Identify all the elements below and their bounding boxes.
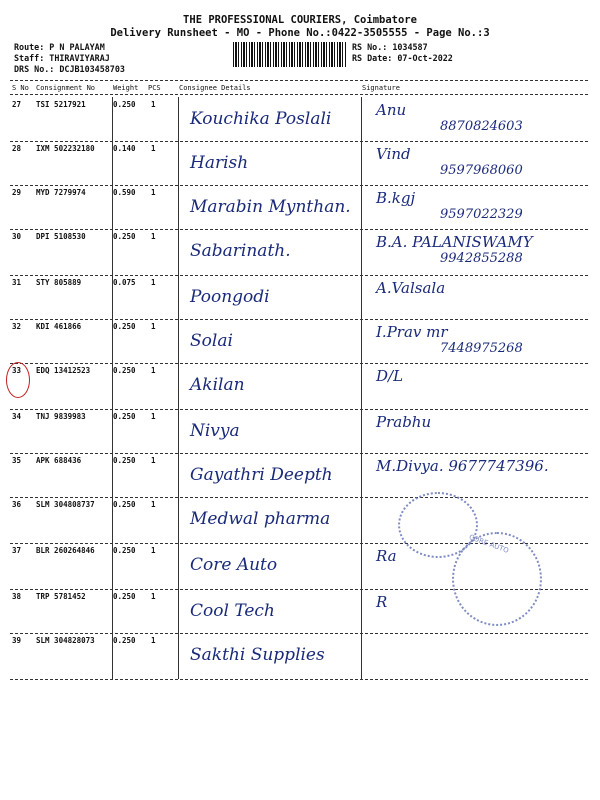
weight-divider	[112, 543, 113, 589]
consignment-number: APK 688436	[36, 456, 82, 465]
consignee-handwriting: Medwal pharma	[190, 509, 331, 529]
consignee-handwriting: Sakthi Supplies	[190, 645, 325, 665]
phone-handwriting: 8870824603	[440, 119, 523, 134]
signature-handwriting: A.Valsala	[376, 279, 446, 297]
signature-divider	[361, 453, 362, 497]
route-label: Route: P N PALAYAM	[14, 42, 105, 52]
weight-divider	[112, 363, 113, 409]
consignee-handwriting: Gayathri Deepth	[190, 465, 333, 485]
consignee-handwriting: Akilan	[190, 375, 245, 395]
consignee-handwriting: Poongodi	[190, 287, 270, 307]
signature-divider	[361, 185, 362, 229]
consignee-handwriting: Core Auto	[190, 555, 278, 575]
signature-handwriting: Prabhu	[376, 413, 432, 431]
weight-divider	[112, 409, 113, 453]
signature-divider	[361, 543, 362, 589]
serial-number: 39	[12, 636, 22, 645]
serial-number: 29	[12, 188, 22, 197]
pcs-value: 1	[151, 456, 156, 465]
signature-handwriting: B.kgj	[376, 189, 416, 207]
row-rule	[10, 319, 588, 320]
weight-divider	[112, 229, 113, 275]
consignee-handwriting: Nivya	[190, 421, 240, 441]
pcs-value: 1	[151, 412, 156, 421]
signature-divider	[361, 589, 362, 633]
row-rule	[10, 409, 588, 410]
signature-divider	[361, 229, 362, 275]
runsheet-subtitle: Delivery Runsheet - MO - Phone No.:0422-3505555 - Page No.:3	[110, 27, 490, 39]
consignee-divider	[178, 275, 179, 319]
pcs-value: 1	[151, 144, 156, 153]
barcode	[233, 42, 346, 67]
serial-number: 30	[12, 232, 22, 241]
row-rule	[10, 275, 588, 276]
serial-number: 35	[12, 456, 22, 465]
consignee-divider	[178, 97, 179, 141]
header-top-rule	[10, 80, 588, 81]
pcs-value: 1	[151, 278, 156, 287]
pcs-value: 1	[151, 232, 156, 241]
signature-divider	[361, 409, 362, 453]
consignee-divider	[178, 589, 179, 633]
serial-number: 38	[12, 592, 22, 601]
col-consignee: Consignee Details	[179, 84, 251, 92]
weight-value: 0.250	[113, 100, 136, 109]
weight-divider	[112, 97, 113, 141]
weight-value: 0.250	[113, 546, 136, 555]
consignee-divider	[178, 363, 179, 409]
signature-handwriting: B.A. PALANISWAMY	[376, 233, 533, 251]
weight-divider	[112, 319, 113, 363]
pcs-value: 1	[151, 546, 156, 555]
weight-value: 0.250	[113, 232, 136, 241]
row-rule	[10, 679, 588, 680]
consignment-number: IXM 502232180	[36, 144, 95, 153]
pcs-value: 1	[151, 636, 156, 645]
signature-divider	[361, 319, 362, 363]
row-rule	[10, 363, 588, 364]
serial-number: 36	[12, 500, 22, 509]
pcs-value: 1	[151, 592, 156, 601]
consignee-divider	[178, 319, 179, 363]
weight-value: 0.250	[113, 500, 136, 509]
serial-number: 27	[12, 100, 22, 109]
stamp-text: CORE AUTO	[467, 533, 510, 555]
signature-divider	[361, 633, 362, 679]
header-bottom-rule	[10, 94, 588, 95]
consignment-number: KDI 461866	[36, 322, 82, 331]
signature-handwriting: R	[376, 593, 388, 611]
weight-value: 0.250	[113, 366, 136, 375]
drs-number: DRS No.: DCJB103458703	[14, 64, 125, 74]
signature-handwriting: Anu	[376, 101, 407, 119]
consignee-divider	[178, 141, 179, 185]
weight-value: 0.250	[113, 636, 136, 645]
weight-divider	[112, 589, 113, 633]
serial-number: 32	[12, 322, 22, 331]
rs-number: RS No.: 1034587	[352, 42, 428, 52]
serial-number: 34	[12, 412, 22, 421]
consignee-handwriting: Cool Tech	[190, 601, 275, 621]
staff-label: Staff: THIRAVIYARAJ	[14, 53, 110, 63]
weight-divider	[112, 185, 113, 229]
weight-value: 0.250	[113, 322, 136, 331]
pcs-value: 1	[151, 100, 156, 109]
row-rule	[10, 141, 588, 142]
weight-value: 0.140	[113, 144, 136, 153]
row-rule	[10, 453, 588, 454]
consignee-handwriting: Kouchika Poslali	[190, 109, 332, 129]
serial-number: 33	[12, 366, 22, 375]
signature-handwriting: D/L	[376, 367, 404, 385]
serial-number: 28	[12, 144, 22, 153]
consignee-divider	[178, 497, 179, 543]
rs-date: RS Date: 07-Oct-2022	[352, 53, 453, 63]
consignee-handwriting: Harish	[190, 153, 249, 173]
consignee-handwriting: Marabin Mynthan.	[190, 197, 351, 217]
weight-value: 0.075	[113, 278, 136, 287]
weight-value: 0.250	[113, 412, 136, 421]
consignee-divider	[178, 543, 179, 589]
row-rule	[10, 497, 588, 498]
consignment-number: TSI 5217921	[36, 100, 86, 109]
weight-value: 0.250	[113, 456, 136, 465]
serial-number: 31	[12, 278, 22, 287]
weight-divider	[112, 141, 113, 185]
signature-divider	[361, 141, 362, 185]
weight-divider	[112, 497, 113, 543]
consignment-number: SLM 304808737	[36, 500, 95, 509]
signature-handwriting: Vind	[376, 145, 411, 163]
row-33-marker-circle	[6, 362, 30, 398]
consignment-number: BLR 260264846	[36, 546, 95, 555]
consignment-number: DPI 5108530	[36, 232, 86, 241]
weight-value: 0.590	[113, 188, 136, 197]
row-rule	[10, 633, 588, 634]
signature-divider	[361, 97, 362, 141]
phone-handwriting: 9597022329	[440, 207, 523, 222]
col-sno: S No	[12, 84, 29, 92]
consignee-divider	[178, 229, 179, 275]
consignment-number: SLM 304828073	[36, 636, 95, 645]
col-consignment: Consignment No	[36, 84, 96, 92]
signature-handwriting: Ra	[376, 547, 397, 565]
consignee-divider	[178, 453, 179, 497]
consignment-number: TRP 5781452	[36, 592, 86, 601]
col-signature: Signature	[362, 84, 400, 92]
signature-divider	[361, 275, 362, 319]
signature-handwriting: M.Divya. 9677747396.	[376, 457, 549, 475]
signature-handwriting: I.Prav mr	[376, 323, 448, 341]
signature-divider	[361, 363, 362, 409]
weight-value: 0.250	[113, 592, 136, 601]
consignee-handwriting: Sabarinath.	[190, 241, 291, 261]
consignee-handwriting: Solai	[190, 331, 233, 351]
pcs-value: 1	[151, 188, 156, 197]
row-rule	[10, 229, 588, 230]
weight-divider	[112, 633, 113, 679]
weight-divider	[112, 275, 113, 319]
stamp-lower	[452, 532, 542, 626]
pcs-value: 1	[151, 500, 156, 509]
signature-divider	[361, 497, 362, 543]
company-title: THE PROFESSIONAL COURIERS, Coimbatore	[183, 14, 417, 26]
consignment-number: EDQ 13412523	[36, 366, 91, 375]
row-rule	[10, 185, 588, 186]
weight-divider	[112, 453, 113, 497]
phone-handwriting: 9942855288	[440, 251, 523, 266]
consignee-divider	[178, 185, 179, 229]
consignment-number: STY 805889	[36, 278, 82, 287]
pcs-value: 1	[151, 322, 156, 331]
pcs-value: 1	[151, 366, 156, 375]
consignment-number: MYD 7279974	[36, 188, 86, 197]
phone-handwriting: 7448975268	[440, 341, 523, 356]
consignee-divider	[178, 409, 179, 453]
col-weight: Weight	[113, 84, 139, 92]
phone-handwriting: 9597968060	[440, 163, 523, 178]
consignment-number: TNJ 9839983	[36, 412, 86, 421]
serial-number: 37	[12, 546, 22, 555]
col-pcs: PCS	[148, 84, 161, 92]
consignee-divider	[178, 633, 179, 679]
